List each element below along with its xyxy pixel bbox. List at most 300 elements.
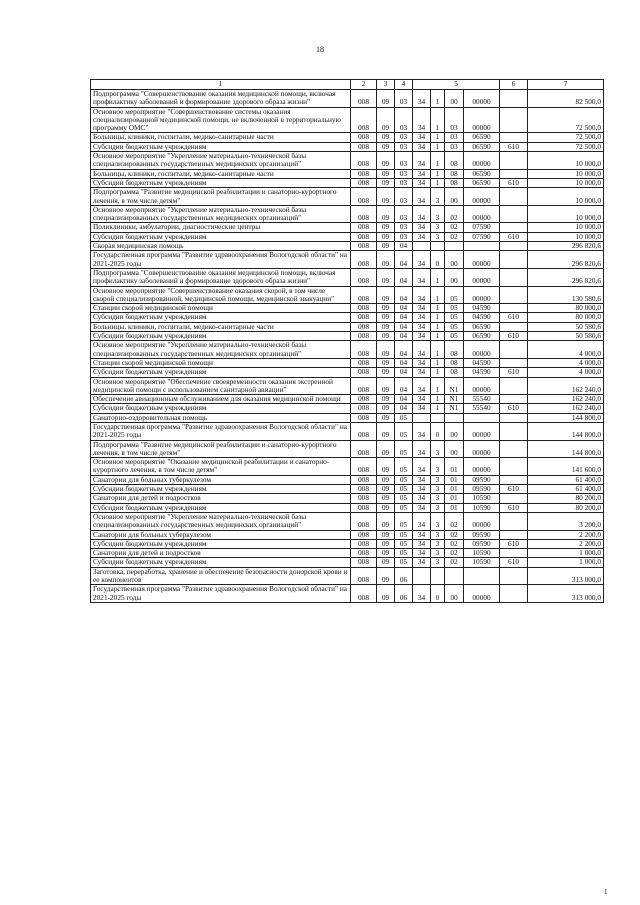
row-d: 07590	[464, 223, 500, 232]
row-c: 02	[445, 539, 464, 548]
row-c: 03	[445, 142, 464, 151]
row-gr: 008	[351, 404, 377, 413]
row-sum: 10 000,0	[528, 205, 604, 223]
row-b: 1	[431, 178, 445, 187]
row-name: Подпрограмма "Развитие медицинской реабилитации и санаторно-курортного лечения, в том числе детям"	[91, 188, 351, 206]
row-name: Санатории для детей и подростков	[91, 549, 351, 558]
table-row	[91, 558, 604, 567]
table-header-row	[91, 80, 604, 90]
row-pr: 04	[395, 268, 413, 286]
row-rz: 09	[377, 107, 395, 133]
row-a: 34	[413, 188, 431, 206]
row-vr	[500, 440, 528, 458]
row-gr: 008	[351, 251, 377, 269]
header-cell: 5	[413, 80, 500, 90]
row-pr: 04	[395, 395, 413, 404]
row-d: 00000	[464, 585, 500, 603]
table-row	[91, 223, 604, 232]
row-sum: 72 500,0	[528, 142, 604, 151]
row-c: 00	[445, 188, 464, 206]
row-b: 3	[431, 223, 445, 232]
row-c: N1	[445, 395, 464, 404]
table-row	[91, 152, 604, 170]
row-c: 05	[445, 322, 464, 331]
row-gr: 008	[351, 304, 377, 313]
row-gr: 008	[351, 268, 377, 286]
row-sum: 10 000,0	[528, 178, 604, 187]
table-row	[91, 494, 604, 503]
row-pr: 04	[395, 341, 413, 359]
row-sum: 61 400,0	[528, 475, 604, 484]
row-pr: 04	[395, 404, 413, 413]
row-b: 1	[431, 377, 445, 395]
table-row	[91, 475, 604, 484]
row-a: 34	[413, 142, 431, 151]
row-name: Субсидии бюджетным учреждениям	[91, 313, 351, 322]
row-gr: 008	[351, 322, 377, 331]
row-c: 02	[445, 232, 464, 241]
row-rz: 09	[377, 512, 395, 530]
row-pr: 04	[395, 251, 413, 269]
row-sum: 10 000,0	[528, 223, 604, 232]
row-rz: 09	[377, 232, 395, 241]
row-b: 3	[431, 485, 445, 494]
row-pr: 03	[395, 223, 413, 232]
row-pr: 03	[395, 188, 413, 206]
row-d: 04590	[464, 304, 500, 313]
row-gr: 008	[351, 332, 377, 341]
row-sum: 141 600,0	[528, 458, 604, 476]
budget-table	[90, 79, 604, 603]
row-d: 04590	[464, 313, 500, 322]
row-b: 3	[431, 475, 445, 484]
row-sum: 2 200,0	[528, 539, 604, 548]
row-rz: 09	[377, 322, 395, 331]
row-b: 0	[431, 422, 445, 440]
row-rz: 09	[377, 549, 395, 558]
row-a: 34	[413, 358, 431, 367]
row-d: 09590	[464, 475, 500, 484]
row-pr: 05	[395, 539, 413, 548]
row-sum: 1 000,0	[528, 558, 604, 567]
row-c: 00	[445, 422, 464, 440]
row-a	[413, 242, 431, 251]
row-rz: 09	[377, 205, 395, 223]
row-name: Санатории для больных туберкулезом	[91, 530, 351, 539]
row-b: 1	[431, 133, 445, 142]
row-name: Больницы, клиники, госпитали, медико-санитарные части	[91, 322, 351, 331]
row-name: Субсидии бюджетным учреждениям	[91, 332, 351, 341]
row-name: Основное мероприятие "Совершенствование системы оказания специализированной медицинской помощи, не включенной в территориальную программу ОМС"	[91, 107, 351, 133]
row-d: 06590	[464, 178, 500, 187]
row-sum: 10 000,0	[528, 232, 604, 241]
row-vr	[500, 107, 528, 133]
row-vr: 610	[500, 485, 528, 494]
row-d: 10590	[464, 558, 500, 567]
row-gr: 008	[351, 358, 377, 367]
row-name: Субсидии бюджетным учреждениям	[91, 368, 351, 377]
row-sum: 296 820,6	[528, 268, 604, 286]
row-d: 06590	[464, 322, 500, 331]
table-row	[91, 232, 604, 241]
row-rz: 09	[377, 304, 395, 313]
row-b	[431, 242, 445, 251]
row-vr	[500, 494, 528, 503]
row-gr: 008	[351, 539, 377, 548]
row-pr: 04	[395, 286, 413, 304]
row-b: 1	[431, 152, 445, 170]
row-pr: 05	[395, 549, 413, 558]
row-d: 06590	[464, 133, 500, 142]
table-row	[91, 142, 604, 151]
row-vr: 610	[500, 142, 528, 151]
row-pr: 03	[395, 232, 413, 241]
row-a: 34	[413, 368, 431, 377]
header-cell: 3	[377, 80, 395, 90]
row-sum: 80 000,0	[528, 304, 604, 313]
row-c: 08	[445, 169, 464, 178]
row-a: 34	[413, 223, 431, 232]
table-row	[91, 458, 604, 476]
table-row	[91, 242, 604, 251]
table-row	[91, 440, 604, 458]
row-sum: 50 580,6	[528, 322, 604, 331]
row-a: 34	[413, 304, 431, 313]
row-rz: 09	[377, 90, 395, 108]
row-gr: 008	[351, 368, 377, 377]
row-d: 10590	[464, 503, 500, 512]
row-pr: 04	[395, 322, 413, 331]
row-b: 3	[431, 458, 445, 476]
table-row	[91, 368, 604, 377]
row-a: 34	[413, 558, 431, 567]
row-rz: 09	[377, 494, 395, 503]
row-vr	[500, 169, 528, 178]
row-c: 05	[445, 313, 464, 322]
row-vr	[500, 458, 528, 476]
row-rz: 09	[377, 368, 395, 377]
row-c: 00	[445, 251, 464, 269]
row-rz: 09	[377, 458, 395, 476]
row-a: 34	[413, 341, 431, 359]
row-vr: 610	[500, 539, 528, 548]
row-a: 34	[413, 422, 431, 440]
row-gr: 008	[351, 567, 377, 585]
row-pr: 05	[395, 475, 413, 484]
row-d: 04590	[464, 358, 500, 367]
row-gr: 008	[351, 232, 377, 241]
row-c: 02	[445, 223, 464, 232]
row-sum: 4 000,0	[528, 341, 604, 359]
row-pr: 05	[395, 558, 413, 567]
row-rz: 09	[377, 422, 395, 440]
row-d: 00000	[464, 458, 500, 476]
table-row	[91, 178, 604, 187]
table-row	[91, 341, 604, 359]
row-pr: 03	[395, 152, 413, 170]
row-vr	[500, 242, 528, 251]
row-name: Основное мероприятие "Укрепление материально-технической базы специализированных государственных медицинских организаций"	[91, 512, 351, 530]
row-gr: 008	[351, 440, 377, 458]
row-a: 34	[413, 377, 431, 395]
row-d: 06590	[464, 169, 500, 178]
table-row	[91, 395, 604, 404]
row-pr: 04	[395, 304, 413, 313]
row-b: 1	[431, 404, 445, 413]
table-row	[91, 503, 604, 512]
row-b: 1	[431, 142, 445, 151]
row-gr: 008	[351, 503, 377, 512]
row-name: Основное мероприятие "Оказание медицинской реабилитации и санаторно-курортного лечения, в том числе детям"	[91, 458, 351, 476]
row-name: Субсидии бюджетным учреждениям	[91, 404, 351, 413]
row-name: Подпрограмма "Развитие медицинской реабилитации и санаторно-курортного лечения, в том числе детям"	[91, 440, 351, 458]
row-vr: 610	[500, 503, 528, 512]
row-sum: 10 000,0	[528, 169, 604, 178]
row-gr: 008	[351, 377, 377, 395]
row-a: 34	[413, 530, 431, 539]
table-row	[91, 530, 604, 539]
row-a: 34	[413, 503, 431, 512]
row-a: 34	[413, 152, 431, 170]
row-sum: 296 820,6	[528, 251, 604, 269]
row-d: 00000	[464, 268, 500, 286]
row-b: 1	[431, 90, 445, 108]
header-cell: 7	[528, 80, 604, 90]
row-pr: 04	[395, 313, 413, 322]
row-vr: 610	[500, 404, 528, 413]
row-pr: 05	[395, 530, 413, 539]
table-row	[91, 549, 604, 558]
row-c: 02	[445, 205, 464, 223]
row-a: 34	[413, 404, 431, 413]
row-b: 1	[431, 341, 445, 359]
row-gr: 008	[351, 205, 377, 223]
table-row	[91, 169, 604, 178]
row-b: 1	[431, 358, 445, 367]
table-row	[91, 188, 604, 206]
row-rz: 09	[377, 142, 395, 151]
table-row	[91, 205, 604, 223]
row-b: 3	[431, 558, 445, 567]
row-gr: 008	[351, 152, 377, 170]
row-rz: 09	[377, 503, 395, 512]
row-gr: 008	[351, 169, 377, 178]
row-d	[464, 242, 500, 251]
row-a: 34	[413, 169, 431, 178]
row-b	[431, 567, 445, 585]
row-d	[464, 413, 500, 422]
row-sum: 3 200,0	[528, 512, 604, 530]
row-rz: 09	[377, 440, 395, 458]
row-rz: 09	[377, 286, 395, 304]
row-gr: 008	[351, 512, 377, 530]
row-pr: 03	[395, 205, 413, 223]
row-d: 00000	[464, 512, 500, 530]
row-b: 3	[431, 503, 445, 512]
row-c: N1	[445, 404, 464, 413]
table-row	[91, 304, 604, 313]
row-a: 34	[413, 395, 431, 404]
row-name: Станции скорой медицинской помощи	[91, 358, 351, 367]
row-gr: 008	[351, 142, 377, 151]
row-vr	[500, 413, 528, 422]
row-b: 3	[431, 530, 445, 539]
row-sum: 10 000,0	[528, 152, 604, 170]
row-name: Основное мероприятие "Укрепление материально-технической базы специализированных государственных медицинских организаций"	[91, 205, 351, 223]
row-vr	[500, 304, 528, 313]
row-name: Подпрограмма "Совершенствование оказания медицинской помощи, включая профилактику заболеваний и формирование здорового образа жизни"	[91, 268, 351, 286]
row-b: 1	[431, 368, 445, 377]
row-name: Скорая медицинская помощь	[91, 242, 351, 251]
row-rz: 09	[377, 413, 395, 422]
table-row	[91, 322, 604, 331]
row-b: 0	[431, 251, 445, 269]
row-gr: 008	[351, 242, 377, 251]
row-d: 00000	[464, 251, 500, 269]
row-d: 00000	[464, 107, 500, 133]
row-name: Санаторно-оздоровительная помощь	[91, 413, 351, 422]
row-b: 1	[431, 169, 445, 178]
row-rz: 09	[377, 404, 395, 413]
table-row	[91, 585, 604, 603]
row-rz: 09	[377, 475, 395, 484]
row-b: 1	[431, 395, 445, 404]
table-row	[91, 251, 604, 269]
row-c: 01	[445, 503, 464, 512]
table-row	[91, 286, 604, 304]
row-c: 08	[445, 341, 464, 359]
row-b: 3	[431, 440, 445, 458]
row-rz: 09	[377, 242, 395, 251]
row-vr: 610	[500, 232, 528, 241]
row-vr	[500, 188, 528, 206]
row-pr: 04	[395, 358, 413, 367]
row-sum: 296 820,6	[528, 242, 604, 251]
row-gr: 008	[351, 178, 377, 187]
row-d: 00000	[464, 90, 500, 108]
row-pr: 05	[395, 512, 413, 530]
row-rz: 09	[377, 395, 395, 404]
row-sum: 4 000,0	[528, 368, 604, 377]
row-sum: 144 800,0	[528, 440, 604, 458]
row-sum: 144 800,0	[528, 422, 604, 440]
row-pr: 05	[395, 413, 413, 422]
row-b	[431, 413, 445, 422]
row-sum: 144 800,0	[528, 413, 604, 422]
row-name: Заготовка, переработка, хранение и обеспечение безопасности донорской крови и ее компонентов	[91, 567, 351, 585]
row-d: 09590	[464, 530, 500, 539]
row-name: Субсидии бюджетным учреждениям	[91, 142, 351, 151]
table-row	[91, 404, 604, 413]
row-gr: 008	[351, 530, 377, 539]
row-c	[445, 242, 464, 251]
row-a: 34	[413, 322, 431, 331]
row-c: 02	[445, 512, 464, 530]
row-sum: 162 240,0	[528, 377, 604, 395]
row-sum: 162 240,0	[528, 395, 604, 404]
row-pr: 06	[395, 585, 413, 603]
row-rz: 09	[377, 332, 395, 341]
row-name: Поликлиники, амбулатории, диагностические центры	[91, 223, 351, 232]
row-d: 06590	[464, 332, 500, 341]
row-rz: 09	[377, 485, 395, 494]
row-vr	[500, 133, 528, 142]
row-vr	[500, 585, 528, 603]
row-name: Государственная программа "Развитие здравоохранения Вологодской области" на 2021-2025 годы	[91, 585, 351, 603]
row-sum: 2 200,0	[528, 530, 604, 539]
row-pr: 04	[395, 368, 413, 377]
row-vr: 610	[500, 558, 528, 567]
row-d: 00000	[464, 286, 500, 304]
row-sum: 80 000,0	[528, 313, 604, 322]
row-c: 01	[445, 475, 464, 484]
row-name: Субсидии бюджетным учреждениям	[91, 539, 351, 548]
row-rz: 09	[377, 377, 395, 395]
row-gr: 008	[351, 475, 377, 484]
row-d: 07590	[464, 232, 500, 241]
row-pr: 03	[395, 169, 413, 178]
row-c: 00	[445, 268, 464, 286]
row-vr	[500, 567, 528, 585]
row-vr	[500, 322, 528, 331]
row-c: 03	[445, 107, 464, 133]
row-b: 3	[431, 512, 445, 530]
row-a: 34	[413, 251, 431, 269]
row-gr: 008	[351, 223, 377, 232]
row-rz: 09	[377, 152, 395, 170]
header-cell: 2	[351, 80, 377, 90]
row-a: 34	[413, 232, 431, 241]
row-c: 02	[445, 558, 464, 567]
table-row	[91, 90, 604, 108]
row-b: 1	[431, 268, 445, 286]
row-c: 02	[445, 530, 464, 539]
row-gr: 008	[351, 341, 377, 359]
row-d: 00000	[464, 377, 500, 395]
row-d	[464, 567, 500, 585]
row-c: 05	[445, 304, 464, 313]
row-d: 00000	[464, 422, 500, 440]
row-vr	[500, 358, 528, 367]
row-sum: 80 200,0	[528, 494, 604, 503]
row-vr	[500, 530, 528, 539]
row-vr	[500, 90, 528, 108]
row-a: 34	[413, 313, 431, 322]
row-rz: 09	[377, 358, 395, 367]
row-name: Основное мероприятие "Укрепление материально-технической базы специализированных государственных медицинских организаций"	[91, 152, 351, 170]
page-number: 18	[316, 45, 324, 54]
row-rz: 09	[377, 341, 395, 359]
table-row	[91, 107, 604, 133]
row-c: N1	[445, 377, 464, 395]
row-gr: 008	[351, 133, 377, 142]
row-pr: 05	[395, 458, 413, 476]
row-pr: 05	[395, 440, 413, 458]
row-pr: 05	[395, 485, 413, 494]
row-pr: 03	[395, 142, 413, 151]
row-c: 08	[445, 368, 464, 377]
row-sum: 82 500,0	[528, 90, 604, 108]
table-row	[91, 358, 604, 367]
row-gr: 008	[351, 549, 377, 558]
table-row	[91, 422, 604, 440]
row-pr: 05	[395, 422, 413, 440]
row-sum: 1 000,0	[528, 549, 604, 558]
row-name: Подпрограмма "Совершенствование оказания медицинской помощи, включая профилактику заболеваний и формирование здорового образа жизни"	[91, 90, 351, 108]
row-pr: 04	[395, 242, 413, 251]
row-b: 1	[431, 304, 445, 313]
row-b: 3	[431, 205, 445, 223]
